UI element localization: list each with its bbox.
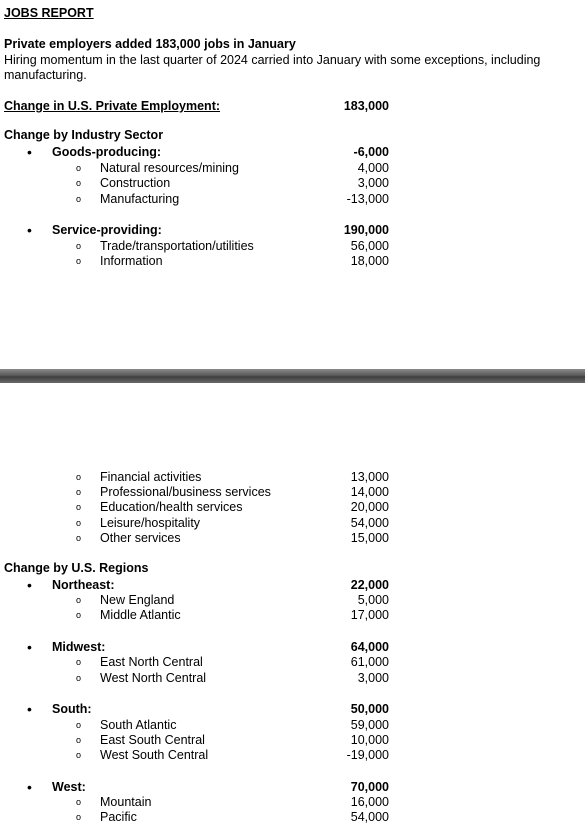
sub-bullet-glyph: o	[76, 487, 82, 497]
summary-line-2: manufacturing.	[4, 68, 87, 82]
sub-bullet-glyph: o	[76, 657, 82, 667]
region-item-label: Mountain	[100, 795, 152, 809]
region-item-label: Middle Atlantic	[100, 608, 181, 622]
bullet-glyph: •	[27, 639, 32, 655]
region-item-label: East North Central	[100, 655, 203, 669]
region-item-label: Pacific	[100, 810, 137, 824]
goods-item-label: Natural resources/mining	[100, 161, 239, 175]
sub-bullet-glyph: o	[76, 673, 82, 683]
region-value: 64,000	[350, 640, 389, 654]
summary-line-1: Hiring momentum in the last quarter of 2024 carried into January with some exceptions, including	[4, 53, 541, 67]
goods-item-value: -13,000	[346, 192, 389, 206]
goods-item-value: 3,000	[357, 176, 389, 190]
service-label: Service-providing:	[52, 223, 162, 237]
goods-value: -6,000	[353, 145, 389, 159]
region-item-label: East South Central	[100, 733, 205, 747]
service-item-value: 14,000	[350, 485, 389, 499]
service-item-value: 54,000	[350, 516, 389, 530]
bullet-glyph: •	[27, 577, 32, 593]
industry-heading: Change by Industry Sector	[4, 128, 164, 142]
sub-bullet-glyph: o	[76, 610, 82, 620]
bullet-glyph: •	[27, 222, 32, 238]
service-item-label: Professional/business services	[100, 485, 271, 499]
sub-bullet-glyph: o	[76, 518, 82, 528]
sub-bullet-glyph: o	[76, 472, 82, 482]
sub-bullet-glyph: o	[76, 720, 82, 730]
service-item-label: Trade/transportation/utilities	[100, 239, 254, 253]
region-item-value: 59,000	[350, 718, 389, 732]
bullet-glyph: •	[27, 779, 32, 795]
region-item-value: -19,000	[346, 748, 389, 762]
sub-bullet-glyph: o	[76, 595, 82, 605]
region-item-value: 5,000	[357, 593, 389, 607]
region-label: Midwest:	[52, 640, 106, 654]
region-item-value: 10,000	[350, 733, 389, 747]
service-item-label: Leisure/hospitality	[100, 516, 201, 530]
region-label: South:	[52, 702, 92, 716]
sub-bullet-glyph: o	[76, 797, 82, 807]
goods-item-value: 4,000	[357, 161, 389, 175]
sub-bullet-glyph: o	[76, 194, 82, 204]
bullet-glyph: •	[27, 144, 32, 160]
region-value: 70,000	[350, 780, 389, 794]
region-item-label: New England	[100, 593, 175, 607]
region-item-label: West South Central	[100, 748, 209, 762]
region-item-label: West North Central	[100, 671, 207, 685]
service-item-label: Information	[100, 254, 163, 268]
total-label: Change in U.S. Private Employment:	[4, 99, 221, 113]
service-item-value: 56,000	[350, 239, 389, 253]
sub-bullet-glyph: o	[76, 241, 82, 251]
sub-bullet-glyph: o	[76, 750, 82, 760]
region-label: Northeast:	[52, 578, 115, 592]
sub-bullet-glyph: o	[76, 178, 82, 188]
total-value: 183,000	[343, 99, 389, 113]
service-value: 190,000	[343, 223, 389, 237]
page-break-divider	[0, 369, 585, 383]
goods-item-label: Manufacturing	[100, 192, 180, 206]
region-item-value: 16,000	[350, 795, 389, 809]
service-item-value: 18,000	[350, 254, 389, 268]
service-item-label: Financial activities	[100, 470, 202, 484]
sub-bullet-glyph: o	[76, 256, 82, 266]
region-item-value: 17,000	[350, 608, 389, 622]
headline: Private employers added 183,000 jobs in January	[4, 37, 296, 51]
goods-item-label: Construction	[100, 176, 171, 190]
region-item-label: South Atlantic	[100, 718, 177, 732]
service-item-value: 15,000	[350, 531, 389, 545]
bullet-glyph: •	[27, 701, 32, 717]
service-item-value: 20,000	[350, 500, 389, 514]
region-item-value: 3,000	[357, 671, 389, 685]
service-item-value: 13,000	[350, 470, 389, 484]
region-item-value: 61,000	[350, 655, 389, 669]
sub-bullet-glyph: o	[76, 812, 82, 822]
sub-bullet-glyph: o	[76, 502, 82, 512]
region-label: West:	[52, 780, 86, 794]
service-item-label: Education/health services	[100, 500, 243, 514]
goods-label: Goods-producing:	[52, 145, 162, 159]
region-item-value: 54,000	[350, 810, 389, 824]
sub-bullet-glyph: o	[76, 163, 82, 173]
region-value: 22,000	[350, 578, 389, 592]
sub-bullet-glyph: o	[76, 533, 82, 543]
regions-heading: Change by U.S. Regions	[4, 561, 149, 575]
service-item-label: Other services	[100, 531, 181, 545]
report-title: JOBS REPORT	[4, 6, 94, 20]
region-value: 50,000	[350, 702, 389, 716]
sub-bullet-glyph: o	[76, 735, 82, 745]
